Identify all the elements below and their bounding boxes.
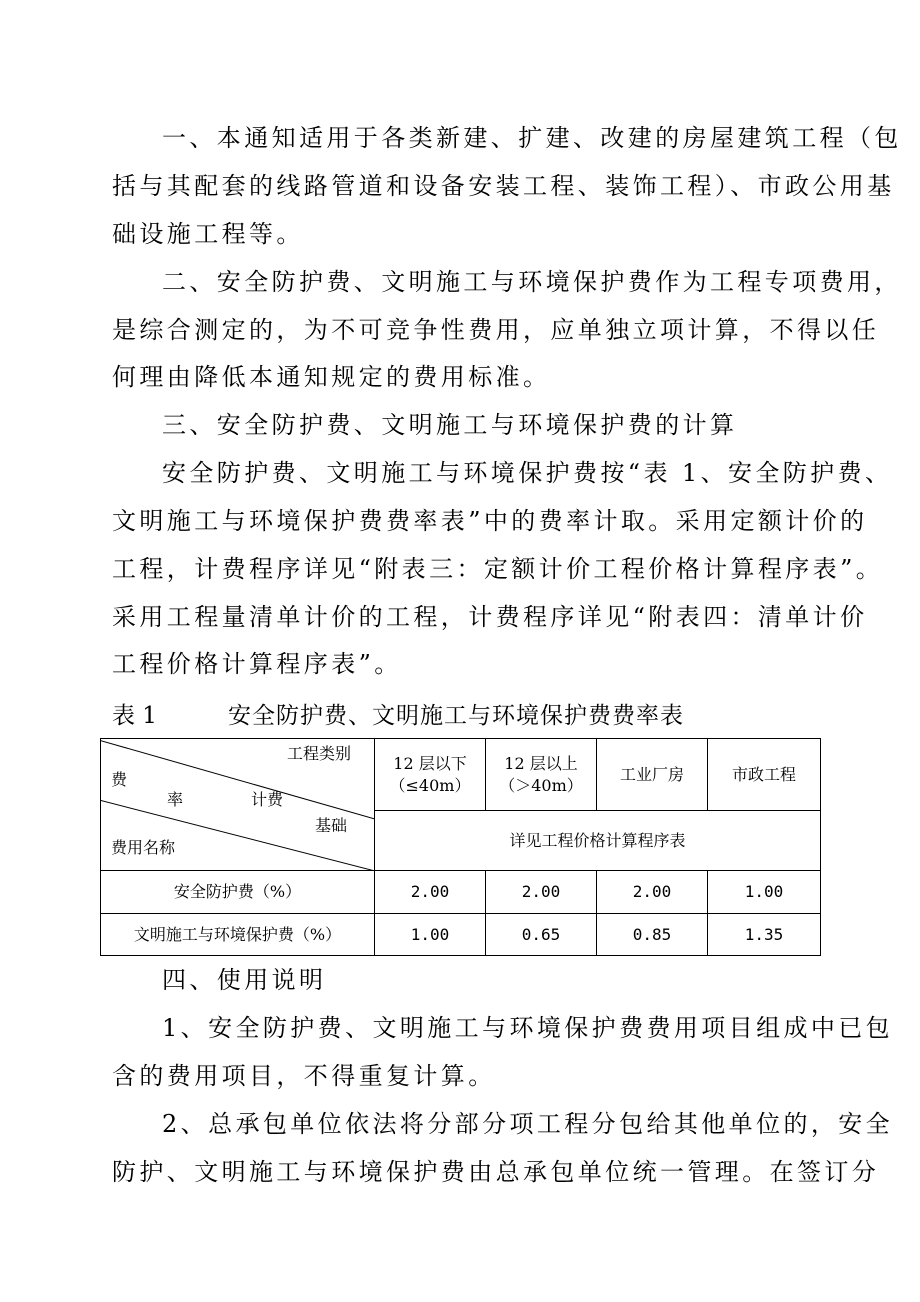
paragraph-3-line-1: 安全防护费、文明施工与环境保护费按“表 1、安全防护费、 — [162, 459, 893, 487]
table-cell: 2.00 — [375, 871, 486, 914]
table-cell: 0.65 — [486, 914, 597, 956]
corner-category-label: 工程类别 — [287, 744, 352, 763]
section-4-heading: 四、使用说明 — [162, 966, 327, 994]
paragraph-2-line-2: 是综合测定的，为不可竞争性费用，应单独立项计算，不得以任 — [112, 316, 880, 344]
corner-name-label: 费用名称 — [111, 838, 176, 857]
corner-rate-label-2: 率 — [167, 790, 184, 809]
table-cell: 1.00 — [708, 871, 821, 914]
paragraph-3-line-5: 工程价格计算程序表”。 — [112, 650, 402, 678]
paragraph-2-line-3: 何理由降低本通知规定的费用标准。 — [112, 363, 551, 391]
paragraph-5-line-2: 防护、文明施工与环境保护费由总承包单位统一管理。在签订分 — [112, 1158, 880, 1186]
table-title: 安全防护费、文明施工与环境保护费费率表 — [228, 703, 684, 729]
paragraph-4-line-1: 1、安全防护费、文明施工与环境保护费费用项目组成中已包 — [162, 1014, 894, 1042]
base-description-cell: 详见工程价格计算程序表 — [375, 811, 821, 871]
header-over-12-floors: 12 层以上 （＞40m） — [486, 739, 597, 811]
section-3-heading: 三、安全防护费、文明施工与环境保护费的计算 — [162, 411, 738, 439]
header-under-12-floors: 12 层以下 （≤40m） — [375, 739, 486, 811]
corner-calc-label: 计费 — [251, 790, 284, 809]
row-name-safety-fee: 安全防护费（%） — [101, 871, 375, 914]
table-corner-cell — [101, 739, 375, 871]
paragraph-2-line-1: 二、安全防护费、文明施工与环境保护费作为工程专项费用， — [162, 268, 902, 296]
paragraph-1-line-2: 括与其配套的线路管道和设备安装工程、装饰工程）、市政公用基 — [112, 172, 895, 200]
table-cell: 1.35 — [708, 914, 821, 956]
paragraph-4-line-2: 含的费用项目，不得重复计算。 — [112, 1062, 496, 1090]
table-label: 表 1 — [112, 703, 157, 729]
paragraph-1-line-3: 础设施工程等。 — [112, 220, 304, 248]
corner-rate-label-1: 费 — [111, 770, 128, 789]
paragraph-1-line-1: 一、本通知适用于各类新建、扩建、改建的房屋建筑工程（包 — [162, 124, 902, 152]
fee-rate-table — [100, 738, 821, 956]
row-name-civilized-env-fee: 文明施工与环境保护费（%） — [101, 914, 375, 956]
table-cell: 1.00 — [375, 914, 486, 956]
table-cell: 0.85 — [597, 914, 708, 956]
paragraph-3-line-3: 工程，计费程序详见“附表三：定额计价工程价格计算程序表”。 — [112, 555, 884, 583]
table-cell: 2.00 — [597, 871, 708, 914]
paragraph-3-line-4: 采用工程量清单计价的工程，计费程序详见“附表四：清单计价 — [112, 603, 868, 631]
corner-base-label: 基础 — [315, 816, 348, 835]
header-industrial-plant: 工业厂房 — [597, 739, 708, 811]
paragraph-5-line-1: 2、总承包单位依法将分部分项工程分包给其他单位的，安全 — [162, 1110, 894, 1138]
header-municipal-works: 市政工程 — [708, 739, 821, 811]
paragraph-3-line-2: 文明施工与环境保护费费率表”中的费率计取。采用定额计价的 — [112, 507, 868, 535]
table-cell: 2.00 — [486, 871, 597, 914]
